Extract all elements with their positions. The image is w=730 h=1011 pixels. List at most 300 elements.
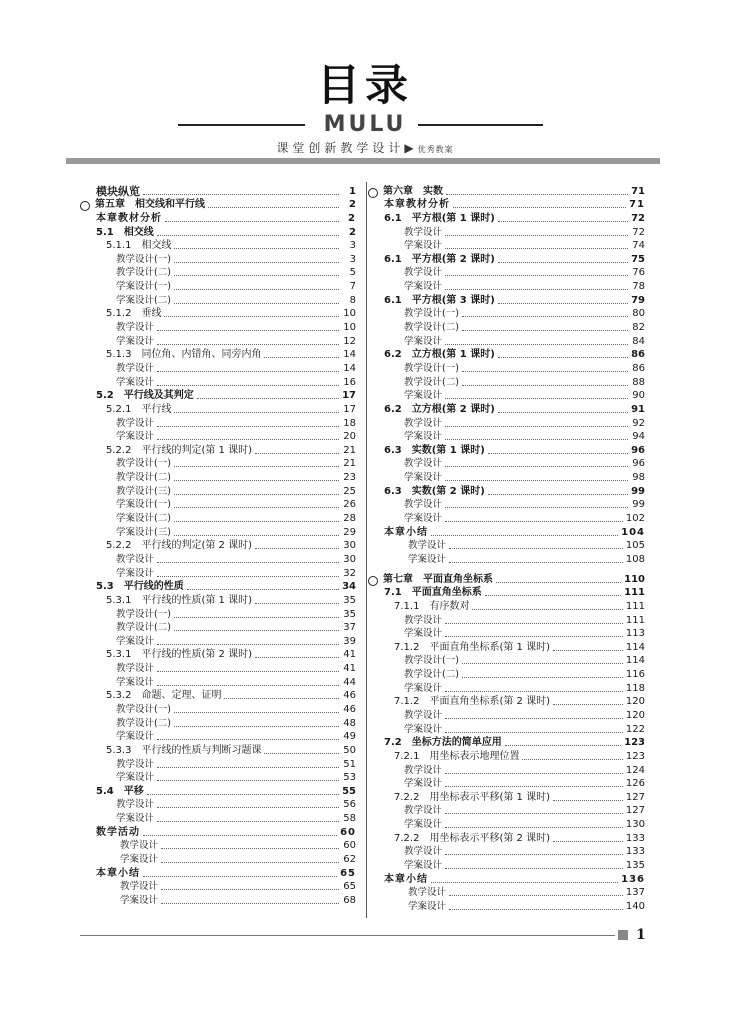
- dot-leader: [187, 589, 339, 590]
- toc-entry-title: 教学设计: [408, 540, 447, 552]
- toc-entry-title: 5.2 平行线及其判定: [96, 390, 194, 402]
- toc-entry-title: 教学设计(二): [404, 376, 459, 388]
- toc-entry[interactable]: [80, 716, 356, 730]
- dot-leader: [174, 507, 339, 508]
- toc-page-number: 127: [625, 791, 645, 803]
- toc-entry[interactable]: [368, 334, 645, 348]
- toc-page-number: 71: [631, 185, 645, 197]
- toc-entry[interactable]: [80, 852, 356, 866]
- toc-entry-title: 学案设计(一): [116, 499, 171, 511]
- toc-entry-title: 教学设计: [116, 663, 155, 675]
- toc-entry[interactable]: [80, 511, 356, 525]
- dot-leader: [445, 344, 628, 345]
- toc-page-number: 46: [343, 690, 356, 702]
- toc-entry[interactable]: [368, 239, 645, 253]
- toc-page-number: 75: [631, 253, 645, 265]
- toc-entry[interactable]: [368, 320, 645, 334]
- toc-entry[interactable]: [368, 695, 645, 709]
- toc-entry[interactable]: [80, 811, 356, 825]
- toc-entry-title: 教学设计: [404, 614, 443, 626]
- dot-leader: [498, 412, 628, 413]
- dot-leader: [553, 650, 623, 651]
- toc-entry[interactable]: [368, 552, 645, 566]
- toc-entry[interactable]: [368, 817, 645, 831]
- toc-entry-title: 学案设计: [404, 723, 443, 735]
- toc-entry[interactable]: [368, 375, 645, 389]
- toc-chapter[interactable]: [368, 184, 645, 198]
- toc-entry[interactable]: [368, 899, 645, 913]
- toc-entry[interactable]: [80, 498, 356, 512]
- toc-page-number: 86: [631, 349, 645, 361]
- toc-entry[interactable]: [80, 648, 356, 662]
- toc-entry-title: 教学设计(二): [116, 267, 171, 279]
- dot-leader: [505, 745, 621, 746]
- toc-entry-title: 学案设计: [116, 567, 155, 579]
- toc-page-number: 32: [343, 567, 356, 579]
- toc-entry[interactable]: [368, 886, 645, 900]
- dot-leader: [462, 385, 628, 386]
- toc-entry-title: 本章教材分析: [384, 199, 450, 211]
- toc-entry[interactable]: [368, 763, 645, 777]
- toc-entry[interactable]: [80, 484, 356, 498]
- toc-entry[interactable]: [368, 586, 645, 600]
- toc-page-number: 35: [343, 594, 356, 606]
- toc-entry-title: 7.1.2 平面直角坐标系(第 2 课时): [394, 696, 550, 708]
- toc-entry-title: 本章教材分析: [96, 212, 162, 224]
- toc-entry[interactable]: [368, 430, 645, 444]
- toc-page-number: 21: [343, 458, 356, 470]
- circle-bullet-icon: [80, 201, 90, 211]
- toc-entry-title: 5.3.1 平行线的性质(第 1 课时): [106, 594, 252, 606]
- toc-entry-title: 教学设计: [404, 709, 443, 721]
- toc-entry[interactable]: [80, 880, 356, 894]
- dot-leader: [472, 609, 622, 610]
- dot-leader: [174, 303, 339, 304]
- toc-page-number: 60: [343, 840, 356, 852]
- toc-page-number: 3: [349, 253, 356, 265]
- toc-entry-title: 教学设计: [120, 840, 159, 852]
- toc-page-number: 72: [632, 226, 645, 238]
- dot-leader: [498, 221, 628, 222]
- banner-text: MULU: [323, 112, 407, 137]
- toc-entry-title: 学案设计(二): [116, 513, 171, 525]
- toc-entry-title: 5.2.2 平行线的判定(第 1 课时): [106, 444, 252, 456]
- toc-page-number: 55: [342, 785, 356, 797]
- toc-entry-title: 本章小结: [96, 867, 140, 879]
- toc-entry-title: 教学设计: [404, 499, 443, 511]
- toc-page-number: 137: [625, 887, 645, 899]
- toc-page-number: 98: [632, 472, 645, 484]
- toc-page-number: 96: [631, 444, 645, 456]
- toc-entry[interactable]: [80, 702, 356, 716]
- toc-entry-title: 学案设计: [120, 854, 159, 866]
- toc-page-number: 84: [632, 335, 645, 347]
- toc-entry-title: 教学设计: [116, 758, 155, 770]
- dot-leader: [157, 439, 339, 440]
- toc-entry-title: 教学设计(一): [116, 703, 171, 715]
- toc-entry-title: 教学设计: [116, 362, 155, 374]
- toc-entry-title: 教学设计(一): [404, 655, 459, 667]
- toc-entry-title: 学案设计: [404, 860, 443, 872]
- dot-leader: [431, 535, 618, 536]
- dot-leader: [453, 207, 626, 208]
- dot-leader: [255, 603, 339, 604]
- toc-entry[interactable]: [80, 839, 356, 853]
- dot-leader: [174, 726, 339, 727]
- dot-leader: [522, 759, 622, 760]
- toc-entry-title: 5.3.2 命题、定理、证明: [106, 690, 222, 702]
- toc-entry[interactable]: [368, 307, 645, 321]
- toc-page-number: 65: [340, 867, 356, 879]
- toc-entry[interactable]: [368, 402, 645, 416]
- toc-entry[interactable]: [80, 307, 356, 321]
- toc-entry-title: 学案设计: [408, 553, 447, 565]
- toc-entry-title: 学案设计: [116, 731, 155, 743]
- toc-entry[interactable]: [80, 621, 356, 635]
- dot-leader: [161, 889, 339, 890]
- toc-page-number: 72: [631, 212, 645, 224]
- toc-entry[interactable]: [80, 252, 356, 266]
- toc-entry[interactable]: [80, 539, 356, 553]
- toc-entry[interactable]: [80, 743, 356, 757]
- toc-entry-title: 6.2 立方根(第 2 课时): [384, 403, 495, 415]
- dot-leader: [157, 562, 339, 563]
- toc-entry[interactable]: [368, 681, 645, 695]
- toc-entry[interactable]: [368, 858, 645, 872]
- toc-entry[interactable]: [80, 457, 356, 471]
- dot-leader: [445, 636, 623, 637]
- toc-entry[interactable]: [368, 654, 645, 668]
- toc-entry[interactable]: [80, 661, 356, 675]
- toc-entry[interactable]: [80, 293, 356, 307]
- dot-leader: [445, 813, 623, 814]
- toc-entry[interactable]: [80, 402, 356, 416]
- dot-leader: [445, 854, 623, 855]
- toc-entry[interactable]: [80, 416, 356, 430]
- toc-entry[interactable]: [80, 893, 356, 907]
- toc-page-number: 126: [625, 778, 645, 790]
- toc-entry-title: 学案设计: [404, 281, 443, 293]
- dot-leader: [255, 657, 339, 658]
- circle-bullet-icon: [368, 576, 378, 586]
- toc-page-number: 140: [625, 900, 645, 912]
- toc-entry-title: 模块纵览: [96, 184, 140, 198]
- toc-entry[interactable]: [80, 825, 356, 839]
- toc-page-number: 17: [343, 403, 356, 415]
- toc-entry[interactable]: [368, 266, 645, 280]
- dot-leader: [157, 371, 339, 372]
- dot-leader: [174, 412, 339, 413]
- toc-page-number: 20: [343, 431, 356, 443]
- toc-page-number: 133: [625, 846, 645, 858]
- book-subtitle: [0, 140, 730, 158]
- toc-entry[interactable]: [80, 470, 356, 484]
- toc-entry[interactable]: [80, 607, 356, 621]
- toc-page-number: 99: [631, 485, 645, 497]
- toc-entry-title: 第七章 平面直角坐标系: [383, 573, 493, 585]
- toc-entry-title: 学案设计: [404, 431, 443, 443]
- toc-entry[interactable]: [80, 771, 356, 785]
- toc-page-number: 2: [348, 212, 356, 224]
- toc-entry[interactable]: [80, 334, 356, 348]
- toc-page-number: 110: [624, 573, 645, 585]
- toc-entry[interactable]: [80, 389, 356, 403]
- column-divider: [366, 182, 367, 918]
- dot-leader: [157, 330, 339, 331]
- toc-entry[interactable]: [368, 279, 645, 293]
- toc-page-number: 1: [349, 185, 356, 197]
- toc-entry[interactable]: [368, 457, 645, 471]
- toc-entry[interactable]: [368, 525, 645, 539]
- toc-entry[interactable]: [368, 416, 645, 430]
- dot-leader: [157, 576, 339, 577]
- toc-entry-title: 学案设计: [116, 772, 155, 784]
- toc-entry[interactable]: [368, 252, 645, 266]
- toc-entry-title: 教学设计: [408, 887, 447, 899]
- toc-entry-title: 7.2.2 用坐标表示平移(第 2 课时): [394, 832, 550, 844]
- toc-entry[interactable]: [368, 667, 645, 681]
- dot-leader: [462, 677, 623, 678]
- toc-entry[interactable]: [368, 539, 645, 553]
- toc-entry[interactable]: [368, 627, 645, 641]
- toc-entry[interactable]: [368, 443, 645, 457]
- toc-page-number: 44: [343, 676, 356, 688]
- dot-leader: [462, 316, 628, 317]
- dot-leader: [157, 821, 339, 822]
- toc-entry-title: 学案设计: [116, 335, 155, 347]
- toc-entry[interactable]: [368, 389, 645, 403]
- circle-bullet-icon: [368, 188, 378, 198]
- toc-entry[interactable]: [368, 640, 645, 654]
- toc-page-number: 80: [632, 308, 645, 320]
- toc-entry[interactable]: [368, 722, 645, 736]
- toc-entry[interactable]: [80, 239, 356, 253]
- toc-entry-title: 本章小结: [384, 526, 428, 538]
- dot-leader: [157, 344, 339, 345]
- toc-entry[interactable]: [80, 566, 356, 580]
- toc-page-number: 25: [343, 485, 356, 497]
- toc-entry[interactable]: [80, 784, 356, 798]
- toc-entry-title: 学案设计: [116, 635, 155, 647]
- toc-entry-title: 5.2.2 平行线的判定(第 2 课时): [106, 540, 252, 552]
- toc-entry[interactable]: [80, 552, 356, 566]
- toc-page-number: 76: [632, 267, 645, 279]
- toc-entry-title: 6.2 立方根(第 1 课时): [384, 349, 495, 361]
- toc-entry[interactable]: [368, 872, 645, 886]
- toc-entry[interactable]: [80, 320, 356, 334]
- toc-entry-title: 学案设计(二): [116, 294, 171, 306]
- toc-page-number: 26: [343, 499, 356, 511]
- book-series-name: 课堂创新教学设计: [276, 141, 405, 155]
- toc-entry[interactable]: [368, 804, 645, 818]
- toc-entry-title: 7.2.2 用坐标表示平移(第 1 课时): [394, 791, 550, 803]
- toc-entry-title: 5.3 平行线的性质: [96, 581, 184, 593]
- toc-entry[interactable]: [80, 184, 356, 198]
- toc-page-number: 56: [343, 799, 356, 811]
- toc-page-number: 108: [625, 553, 645, 565]
- dot-leader: [445, 426, 628, 427]
- toc-entry[interactable]: [368, 790, 645, 804]
- toc-entry[interactable]: [368, 198, 645, 212]
- dot-leader: [462, 371, 628, 372]
- toc-entry[interactable]: [368, 225, 645, 239]
- toc-page-number: 18: [343, 417, 356, 429]
- toc-entry-title: 5.3.3 平行线的性质与判断习题课: [106, 744, 262, 756]
- toc-entry[interactable]: [80, 266, 356, 280]
- dot-leader: [553, 841, 623, 842]
- toc-page-number: 94: [632, 431, 645, 443]
- toc-page-number: 136: [621, 873, 645, 885]
- toc-page-number: 82: [632, 322, 645, 334]
- toc-entry[interactable]: [368, 845, 645, 859]
- toc-entry-title: 教学设计(一): [116, 608, 171, 620]
- toc-entry[interactable]: [80, 211, 356, 225]
- toc-entry-title: 教学设计: [120, 881, 159, 893]
- toc-page-number: 53: [343, 772, 356, 784]
- toc-page-number: 49: [343, 731, 356, 743]
- toc-entry-title: 学案设计: [120, 894, 159, 906]
- dot-leader: [449, 548, 623, 549]
- toc-entry[interactable]: [368, 293, 645, 307]
- toc-entry-title: 教学设计: [404, 267, 443, 279]
- toc-chapter[interactable]: [368, 572, 645, 586]
- toc-entry[interactable]: [80, 689, 356, 703]
- toc-entry-title: 5.3.1 平行线的性质(第 2 课时): [106, 649, 252, 661]
- toc-page-number: 8: [349, 294, 356, 306]
- dot-leader: [157, 807, 339, 808]
- toc-page-number: 105: [625, 540, 645, 552]
- toc-entry[interactable]: [368, 348, 645, 362]
- toc-entry-title: 7.1 平面直角坐标系: [384, 587, 482, 599]
- toc-entry[interactable]: [368, 831, 645, 845]
- toc-entry-title: 教学设计(三): [116, 485, 171, 497]
- toc-page-number: 88: [632, 376, 645, 388]
- toc-entry[interactable]: [368, 484, 645, 498]
- toc-entry-title: 学案设计: [408, 900, 447, 912]
- dot-leader: [446, 194, 628, 195]
- toc-entry-title: 教学设计(一): [404, 362, 459, 374]
- toc-entry-title: 6.3 实数(第 2 课时): [384, 485, 485, 497]
- dot-leader: [174, 712, 339, 713]
- toc-entry-title: 教学设计: [404, 226, 443, 238]
- toc-page-number: 68: [343, 894, 356, 906]
- toc-entry[interactable]: [80, 525, 356, 539]
- toc-entry[interactable]: [368, 736, 645, 750]
- toc-page-number: 86: [632, 362, 645, 374]
- toc-entry-title: 教学设计: [116, 322, 155, 334]
- dot-leader: [553, 704, 623, 705]
- toc-entry-title: 第五章 相交线和平行线: [95, 199, 205, 211]
- dot-leader: [174, 248, 339, 249]
- toc-page-number: 90: [632, 390, 645, 402]
- dot-leader: [498, 262, 628, 263]
- toc-entry[interactable]: [80, 443, 356, 457]
- dot-leader: [174, 494, 339, 495]
- toc-entry[interactable]: [368, 777, 645, 791]
- toc-entry[interactable]: [80, 361, 356, 375]
- dot-leader: [264, 753, 339, 754]
- toc-page-number: 74: [632, 240, 645, 252]
- toc-entry[interactable]: [80, 757, 356, 771]
- dot-leader: [445, 827, 623, 828]
- toc-entry[interactable]: [368, 511, 645, 525]
- toc-entry[interactable]: [80, 225, 356, 239]
- toc-entry[interactable]: [368, 749, 645, 763]
- toc-entry-title: 学案设计: [404, 472, 443, 484]
- toc-entry[interactable]: [368, 708, 645, 722]
- dot-leader: [157, 685, 339, 686]
- dot-leader: [445, 623, 623, 624]
- toc-page-number: 123: [625, 750, 645, 762]
- toc-entry-title: 学案设计: [404, 240, 443, 252]
- toc-entry[interactable]: [368, 470, 645, 484]
- toc-entry[interactable]: [80, 866, 356, 880]
- toc-entry-title: 教学设计(二): [404, 669, 459, 681]
- dot-leader: [164, 316, 339, 317]
- toc-entry[interactable]: [368, 498, 645, 512]
- toc-entry[interactable]: [368, 599, 645, 613]
- toc-entry[interactable]: [80, 279, 356, 293]
- toc-page-number: 62: [343, 854, 356, 866]
- toc-entry-title: 7.2.1 用坐标表示地理位置: [394, 750, 520, 762]
- toc-page-number: 30: [343, 553, 356, 565]
- toc-entry-title: 教学设计(二): [116, 622, 171, 634]
- toc-entry[interactable]: [80, 580, 356, 594]
- toc-entry[interactable]: [80, 798, 356, 812]
- dot-leader: [208, 207, 339, 208]
- dot-leader: [445, 466, 628, 467]
- toc-entry[interactable]: [368, 613, 645, 627]
- dot-leader: [157, 767, 339, 768]
- toc-entry[interactable]: [80, 730, 356, 744]
- banner-rule-right: [418, 124, 543, 126]
- dot-leader: [157, 235, 339, 236]
- toc-entry[interactable]: [80, 430, 356, 444]
- mulu-banner: [0, 112, 730, 138]
- toc-page-number: 2: [349, 199, 356, 211]
- dot-leader: [485, 595, 621, 596]
- dot-leader: [431, 882, 618, 883]
- toc-entry[interactable]: [80, 675, 356, 689]
- toc-entry[interactable]: [80, 593, 356, 607]
- toc-entry-title: 教学设计(二): [404, 322, 459, 334]
- toc-page-number: 79: [631, 294, 645, 306]
- toc-entry-title: 6.1 平方根(第 3 课时): [384, 294, 495, 306]
- toc-entry-title: 学案设计: [404, 390, 443, 402]
- toc-right-column: [368, 184, 645, 913]
- toc-entry-title: 第六章 实数: [383, 185, 443, 197]
- toc-entry[interactable]: [368, 361, 645, 375]
- toc-page-number: 124: [625, 764, 645, 776]
- toc-page-number: 58: [343, 813, 356, 825]
- dot-leader: [462, 330, 628, 331]
- toc-entry[interactable]: [80, 634, 356, 648]
- toc-page-number: 5: [349, 267, 356, 279]
- dot-leader: [157, 426, 339, 427]
- toc-entry-title: 教学设计(二): [116, 472, 171, 484]
- toc-entry[interactable]: [80, 348, 356, 362]
- toc-page-number: 135: [625, 860, 645, 872]
- toc-entry-title: 学案设计: [116, 676, 155, 688]
- toc-chapter[interactable]: [80, 198, 356, 212]
- dot-leader: [157, 385, 339, 386]
- toc-entry[interactable]: [80, 375, 356, 389]
- dot-leader: [445, 480, 628, 481]
- toc-entry-title: 教学设计: [116, 799, 155, 811]
- toc-entry[interactable]: [368, 211, 645, 225]
- toc-page-number: 127: [625, 805, 645, 817]
- toc-page-number: 14: [343, 349, 356, 361]
